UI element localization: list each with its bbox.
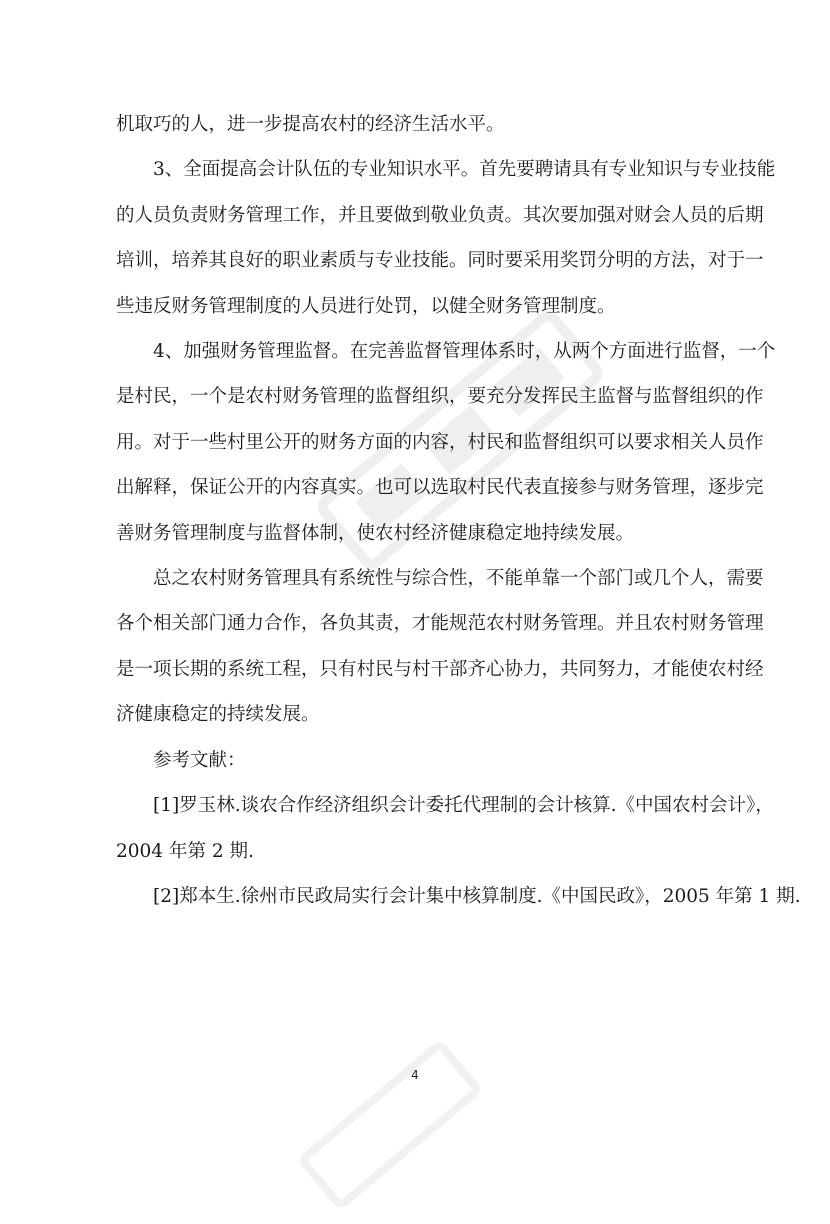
paragraph-continuation bbox=[116, 102, 716, 147]
paragraph-accounting-staff bbox=[116, 147, 776, 329]
text-line: 2004 年第 2 期. bbox=[116, 840, 254, 862]
text-line: [2]郑本生.徐州市民政局实行会计集中核算制度.《中国民政》，2005 年第 1 期. bbox=[153, 885, 801, 907]
references-heading bbox=[116, 738, 716, 783]
text-line: 培训，培养其良好的职业素质与专业技能。同时要采用奖罚分明的方法，对于一 bbox=[116, 250, 764, 272]
text-line: 4、加强财务管理监督。在完善监督管理体系时，从两个方面进行监督，一个 bbox=[153, 341, 776, 363]
text-line: 用。对于一些村里公开的财务方面的内容，村民和监督组织可以要求相关人员作 bbox=[116, 431, 764, 453]
text-line: 的人员负责财务管理工作，并且要做到敬业负责。其次要加强对财会人员的后期 bbox=[116, 204, 764, 226]
text-line: 参考文献： bbox=[153, 749, 246, 771]
text-line: 是村民，一个是农村财务管理的监督组织，要充分发挥民主监督与监督组织的作 bbox=[116, 386, 764, 408]
text-line: [1]罗玉林.谈农合作经济组织会计委托代理制的会计核算.《中国农村会计》， bbox=[153, 795, 774, 817]
watermark-icon bbox=[284, 1026, 495, 1224]
text-line: 各个相关部门通力合作，各负其责，才能规范农村财务管理。并且农村财务管理 bbox=[116, 613, 764, 635]
reference-item-2 bbox=[116, 874, 801, 919]
text-line: 机取巧的人，进一步提高农村的经济生活水平。 bbox=[116, 114, 505, 135]
page-number: 4 bbox=[411, 1068, 419, 1082]
body-text bbox=[116, 102, 801, 919]
text-line: 济健康稳定的持续发展。 bbox=[116, 704, 320, 726]
paragraph-supervision bbox=[116, 329, 776, 556]
paragraph-conclusion bbox=[116, 556, 764, 738]
text-line: 总之农村财务管理具有系统性与综合性，不能单靠一个部门或几个人，需要 bbox=[153, 568, 764, 590]
text-line: 善财务管理制度与监督体制，使农村经济健康稳定地持续发展。 bbox=[116, 522, 635, 544]
text-line: 些违反财务管理制度的人员进行处罚，以健全财务管理制度。 bbox=[116, 295, 616, 317]
reference-item-1 bbox=[116, 783, 774, 874]
text-line: 是一项长期的系统工程，只有村民与村干部齐心协力，共同努力，才能使农村经 bbox=[116, 658, 764, 680]
text-line: 出解释，保证公开的内容真实。也可以选取村民代表直接参与财务管理，逐步完 bbox=[116, 477, 764, 499]
text-line: 3、全面提高会计队伍的专业知识水平。首先要聘请具有专业知识与专业技能 bbox=[153, 159, 776, 181]
